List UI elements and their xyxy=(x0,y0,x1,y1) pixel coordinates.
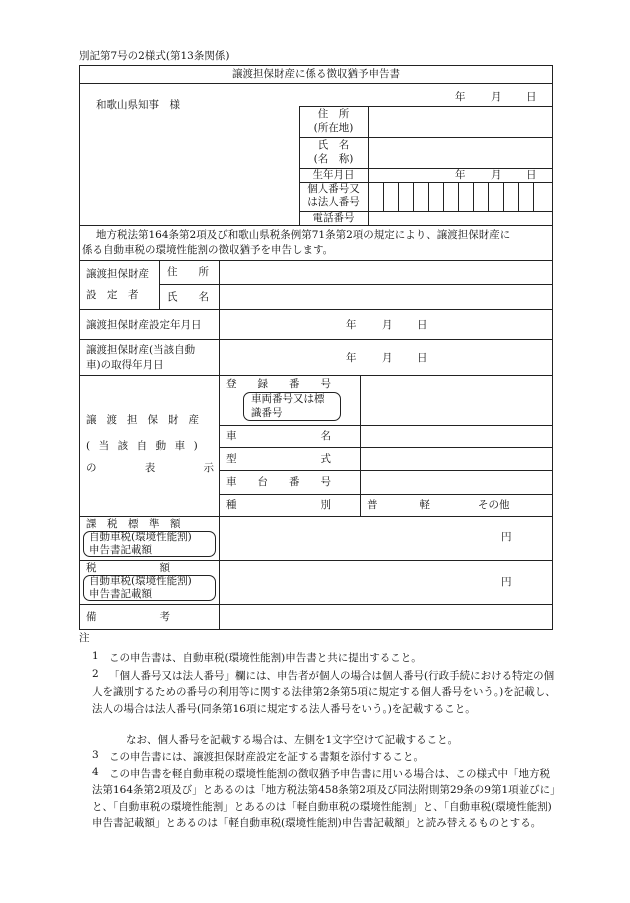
dob-year: 年 xyxy=(455,169,466,181)
note-num-1: 1 xyxy=(92,650,99,662)
acquisition-date-label: 譲渡担保財産(当該自動 xyxy=(86,344,196,356)
set-date-year: 年 xyxy=(346,319,357,331)
set-date-month: 月 xyxy=(382,319,393,331)
tax-amount-sub-1: 自動車税(環境性能割) xyxy=(89,575,192,587)
statement-line-1: 地方税法第164条第2項及び和歌山県税条例第71条第2項の規定により、譲渡担保財産に xyxy=(96,229,511,241)
statement-line-2: 係る自動車税の環境性能割の徴収猶予を申告します。 xyxy=(82,244,334,256)
registration-sub-1: 車両番号又は標 xyxy=(251,393,325,405)
acq-date-month: 月 xyxy=(382,352,393,364)
label-no: の xyxy=(86,462,97,474)
setter-label-sub: 設 定 者 xyxy=(86,289,139,301)
header-date-day: 日 xyxy=(526,91,537,103)
note-num-3: 3 xyxy=(92,749,99,761)
vehicle-display-label-sub: (当該自動車) xyxy=(86,440,207,452)
tax-base-unit: 円 xyxy=(501,531,512,543)
acquisition-date-label-sub: 車)の取得年月日 xyxy=(86,359,164,371)
id-number-label-sub: は法人番号 xyxy=(307,196,360,208)
dob-day: 日 xyxy=(526,169,537,181)
name-input[interactable] xyxy=(369,138,552,167)
tax-base-label: 課 税 標 準 額 xyxy=(86,518,181,530)
dob-label: 生年月日 xyxy=(312,169,355,181)
set-date-label: 譲渡担保財産設定年月日 xyxy=(86,319,202,331)
set-date-day: 日 xyxy=(417,319,428,331)
header-date-year: 年 xyxy=(455,91,466,103)
registration-number-input[interactable] xyxy=(361,376,552,424)
model-label: 型 式 xyxy=(226,453,331,465)
address-input[interactable] xyxy=(369,107,552,136)
tax-amount-label: 税 額 xyxy=(86,562,170,574)
header-date-month: 月 xyxy=(491,91,502,103)
address-label: 住 所 xyxy=(317,108,350,120)
vehicle-display-label: 譲渡担保財産 xyxy=(86,414,209,426)
setter-name-label: 氏 名 xyxy=(167,291,209,303)
setter-name-input[interactable] xyxy=(220,285,552,308)
id-number-input[interactable] xyxy=(369,183,552,210)
note-1: この申告書は、自動車税(環境性能割)申告書と共に提出すること。 xyxy=(109,652,422,664)
kind-option-other[interactable]: その他 xyxy=(478,499,510,511)
addressee: 和歌山県知事 様 xyxy=(96,99,180,111)
name-label: 氏 名 xyxy=(317,139,350,151)
tax-base-input[interactable] xyxy=(220,517,495,559)
id-number-label: 個人番号又 xyxy=(307,183,360,195)
setter-label: 譲渡担保財産 xyxy=(86,268,149,280)
tax-amount-sub-2: 申告書記載額 xyxy=(89,588,152,600)
kind-option-ordinary-light[interactable]: 普 軽 xyxy=(367,499,430,511)
setter-address-input[interactable] xyxy=(220,261,552,284)
notes-heading: 注 xyxy=(79,632,90,644)
chassis-number-input[interactable] xyxy=(361,471,552,493)
form-title: 譲渡担保財産に係る徴収猶予申告書 xyxy=(232,68,400,80)
note-2-addendum: なお、個人番号を記載する場合は、左側を1文字空けて記載すること。 xyxy=(126,734,459,746)
acq-date-year: 年 xyxy=(346,352,357,364)
form-code: 別記第7号の2様式(第13条関係) xyxy=(79,50,230,62)
phone-label: 電話番号 xyxy=(312,212,355,224)
note-3: この申告書には、譲渡担保財産設定を証する書類を添付すること。 xyxy=(109,751,424,763)
dob-month: 月 xyxy=(491,169,502,181)
note-4: この申告書を軽自動車税の環境性能割の徴収猶予申告書に用いる場合は、この様式中「地方税法第164条第2項及び」とあるのは「地方税法第458条第2項及び同法附則第29条の9第1項並びに」と、「自動車税の環境性能割」とあるのは「軽自動車税の環境性能割」と、「自動車税(環境性能割)申告書記載額」とあるのは「軽自動車税(環境性能割)申告書記載額」と読み替えるものとする。 xyxy=(92,768,556,829)
vehicle-display-label-footer xyxy=(86,462,214,475)
label-ji: 示 xyxy=(203,462,214,474)
acq-date-day: 日 xyxy=(417,352,428,364)
note-num-2: 2 xyxy=(92,668,99,680)
kind-label: 種 別 xyxy=(226,499,331,511)
setter-address-label: 住 所 xyxy=(167,266,209,278)
note-num-4: 4 xyxy=(92,766,99,778)
label-hyo: 表 xyxy=(144,462,156,474)
address-label-sub: (所在地) xyxy=(313,122,354,134)
tax-amount-input[interactable] xyxy=(220,561,495,603)
chassis-number-label: 車 台 番 号 xyxy=(226,476,331,488)
name-label-sub: (名 称) xyxy=(313,153,354,165)
remarks-input[interactable] xyxy=(220,605,552,629)
car-name-input[interactable] xyxy=(361,426,552,446)
remarks-label: 備 考 xyxy=(86,611,170,623)
model-input[interactable] xyxy=(361,448,552,469)
registration-sub-2: 識番号 xyxy=(251,407,283,419)
registration-number-label: 登 録 番 号 xyxy=(226,378,331,390)
tax-base-sub-1: 自動車税(環境性能割) xyxy=(89,531,192,543)
tax-base-sub-2: 申告書記載額 xyxy=(89,544,152,556)
note-2: 「個人番号又は法人番号」欄には、申告者が個人の場合は個人番号(行政手続における特定の個人を識別するための番号の利用等に関する法律第2条第5項に規定する個人番号をいう。)を記載し、法人の場合は法人番号(同条第16項に規定する法人番号をいう。)を記載すること。 xyxy=(92,670,556,715)
tax-amount-unit: 円 xyxy=(501,576,512,588)
car-name-label: 車 名 xyxy=(226,430,331,442)
title-divider xyxy=(79,83,553,84)
phone-input[interactable] xyxy=(369,212,552,224)
